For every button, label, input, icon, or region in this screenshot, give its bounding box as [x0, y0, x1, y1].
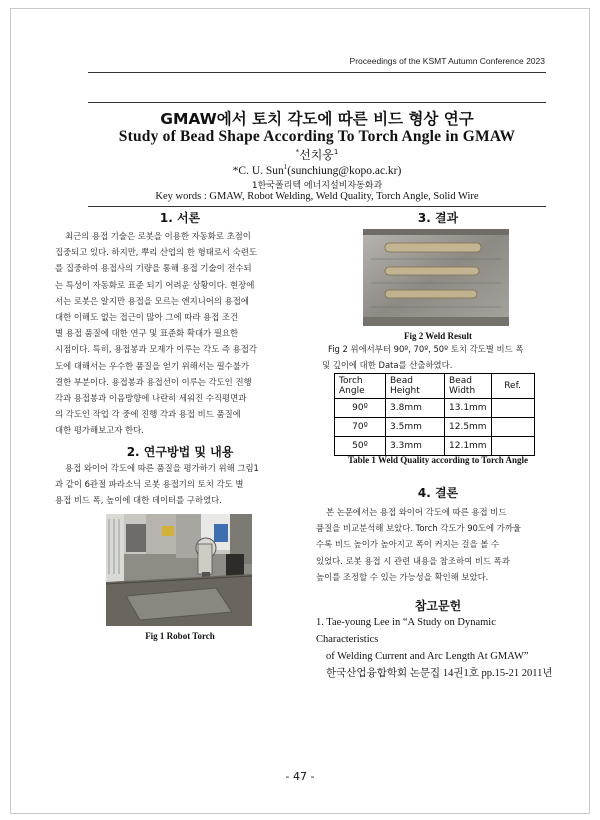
text-line: 각과 용접봉과 이음방향에 나란히 세워진 수직평면과 — [55, 393, 247, 404]
text-line: 별 용접 품질에 대한 연구 및 표준화 확대가 필요한 — [55, 328, 239, 339]
reference-line: 한국산업융합학회 논문집 14권1호 pp.15-21 2011년 — [326, 668, 553, 679]
methods-paragraph — [55, 460, 303, 509]
table-header-cell: Bead Width — [445, 374, 492, 399]
text-line: 과 같이 6관절 파라소닉 로봇 용접기의 토치 각도 별 — [55, 479, 244, 490]
text-line: 높이를 조정할 수 있는 가능성을 확인해 보았다. — [316, 571, 489, 582]
keywords-rule — [88, 206, 546, 207]
text-line: 본 논문에서는 용접 와이어 각도에 따른 용접 비드 — [326, 507, 507, 517]
table-cell: 3.8mm — [386, 399, 445, 418]
english-title: Study of Bead Shape According To Torch Angle in GMAW — [118, 128, 516, 145]
table-cell — [491, 437, 534, 456]
table-row — [335, 418, 535, 437]
intro-paragraph — [55, 228, 303, 439]
table-caption: Table 1 Weld Quality according to Torch Angle — [347, 455, 529, 465]
text-line: 및 깊이에 대한 Data를 산출하였다. — [322, 360, 453, 371]
section-heading-conclusion: 4. 결론 — [417, 486, 459, 500]
section-heading-results: 3. 결과 — [417, 211, 459, 225]
references-list — [316, 614, 554, 682]
table-cell: 12.5mm — [445, 418, 492, 437]
text-line: 집중되고 있다. 하지만, 뿌리 산업의 한 형태로서 숙련도 — [55, 247, 257, 258]
text-line: 있었다. 로봇 용접 시 관련 내용을 참조하여 비드 폭과 — [316, 555, 510, 566]
text-line: 품질을 비교분석해 보았다. Torch 각도가 90도에 가까울 — [316, 523, 521, 534]
text-line: 대한 이해도 없는 접근이 많아 그에 따라 용접 조건 — [55, 312, 239, 323]
text-line: 를 집중하여 용접사의 기량을 통해 용접 기술이 전수되 — [55, 263, 252, 274]
table-cell: 3.5mm — [386, 418, 445, 437]
reference-line: 1. Tae-young Lee in “A Study on Dynamic Characteristics — [316, 617, 496, 645]
conference-header: Proceedings of the KSMT Autumn Conference 2023 — [349, 56, 545, 66]
section-heading-intro: 1. 서론 — [159, 211, 201, 225]
table-cell: 50º — [335, 437, 386, 456]
table-header-cell: Bead Height — [386, 374, 445, 399]
table-row — [335, 437, 535, 456]
text-line: 용접 비드 폭, 높이에 대한 데이터를 구하였다. — [55, 495, 222, 506]
table-header-row — [335, 374, 535, 399]
section-heading-methods: 2. 연구방법 및 내용 — [126, 445, 234, 459]
conclusion-paragraph — [316, 504, 554, 585]
author-korean: *선치웅$^1$ — [295, 148, 339, 162]
table-cell: 12.1mm — [445, 437, 492, 456]
affiliation: 1한국폴리텍 에너지설비자동화과 — [251, 181, 383, 191]
text-line: 의 각도인 작업 각 중에 진행 각과 용접 비드 품질에 — [55, 409, 241, 420]
weld-result-photo — [363, 229, 509, 326]
robot-torch-photo — [106, 514, 252, 626]
text-line: Fig 2 위에서부터 90º, 70º, 50º 토치 각도별 비드 폭 — [328, 344, 524, 354]
header-rule — [88, 72, 546, 73]
page-number: - 47 - — [285, 770, 315, 783]
author-email: *C. U. Sun$^1$(sunchiung@kopo.ac.kr) — [232, 163, 402, 177]
reference-line: of Welding Current and Arc Length At GMAW” — [326, 651, 529, 662]
results-paragraph — [322, 341, 554, 373]
table-cell: 3.3mm — [386, 437, 445, 456]
text-line: 시점이다. 특히, 용접봉과 모재가 이루는 각도 즉 용접각 — [55, 344, 257, 355]
weld-quality-table — [334, 373, 535, 456]
table-row — [335, 399, 535, 418]
text-line: 도에 대해서는 우수한 품질을 얻기 위해서는 필수불가 — [55, 360, 249, 371]
table-header-cell: Ref. — [491, 374, 534, 399]
table-cell: 13.1mm — [445, 399, 492, 418]
table-header-cell: Torch Angle — [335, 374, 386, 399]
title-top-rule — [88, 102, 546, 103]
text-line: 대한 평가해보고자 한다. — [55, 425, 144, 436]
text-line: 는 특성이 자동화로 표준 되기 어려운 상황이다. 현장에 — [55, 279, 255, 290]
text-line: 최근의 용접 기술은 로봇을 이용한 자동화로 초점이 — [65, 231, 251, 241]
table-cell — [491, 399, 534, 418]
fig1-caption: Fig 1 Robot Torch — [145, 631, 215, 641]
table-cell: 90º — [335, 399, 386, 418]
section-heading-references: 참고문헌 — [414, 599, 462, 613]
korean-title: GMAW에서 토치 각도에 따른 비드 형상 연구 — [160, 110, 474, 128]
text-line: 수록 비드 높이가 높아지고 폭이 커지는 걸을 볼 수 — [316, 539, 500, 550]
table-cell — [491, 418, 534, 437]
keywords: Key words : GMAW, Robot Welding, Weld Quality, Torch Angle, Solid Wire — [155, 191, 479, 202]
table-cell: 70º — [335, 418, 386, 437]
fig2-caption: Fig 2 Weld Result — [403, 331, 473, 341]
text-line: 서는 로봇은 알지만 용접을 모르는 엔지니어의 용접에 — [55, 295, 249, 306]
text-line: 결한 부분이다. 용접봉과 용접선이 이루는 각도인 진행 — [55, 376, 252, 387]
text-line: 용접 와이어 각도에 따른 품질을 평가하기 위해 그림1 — [65, 463, 259, 473]
